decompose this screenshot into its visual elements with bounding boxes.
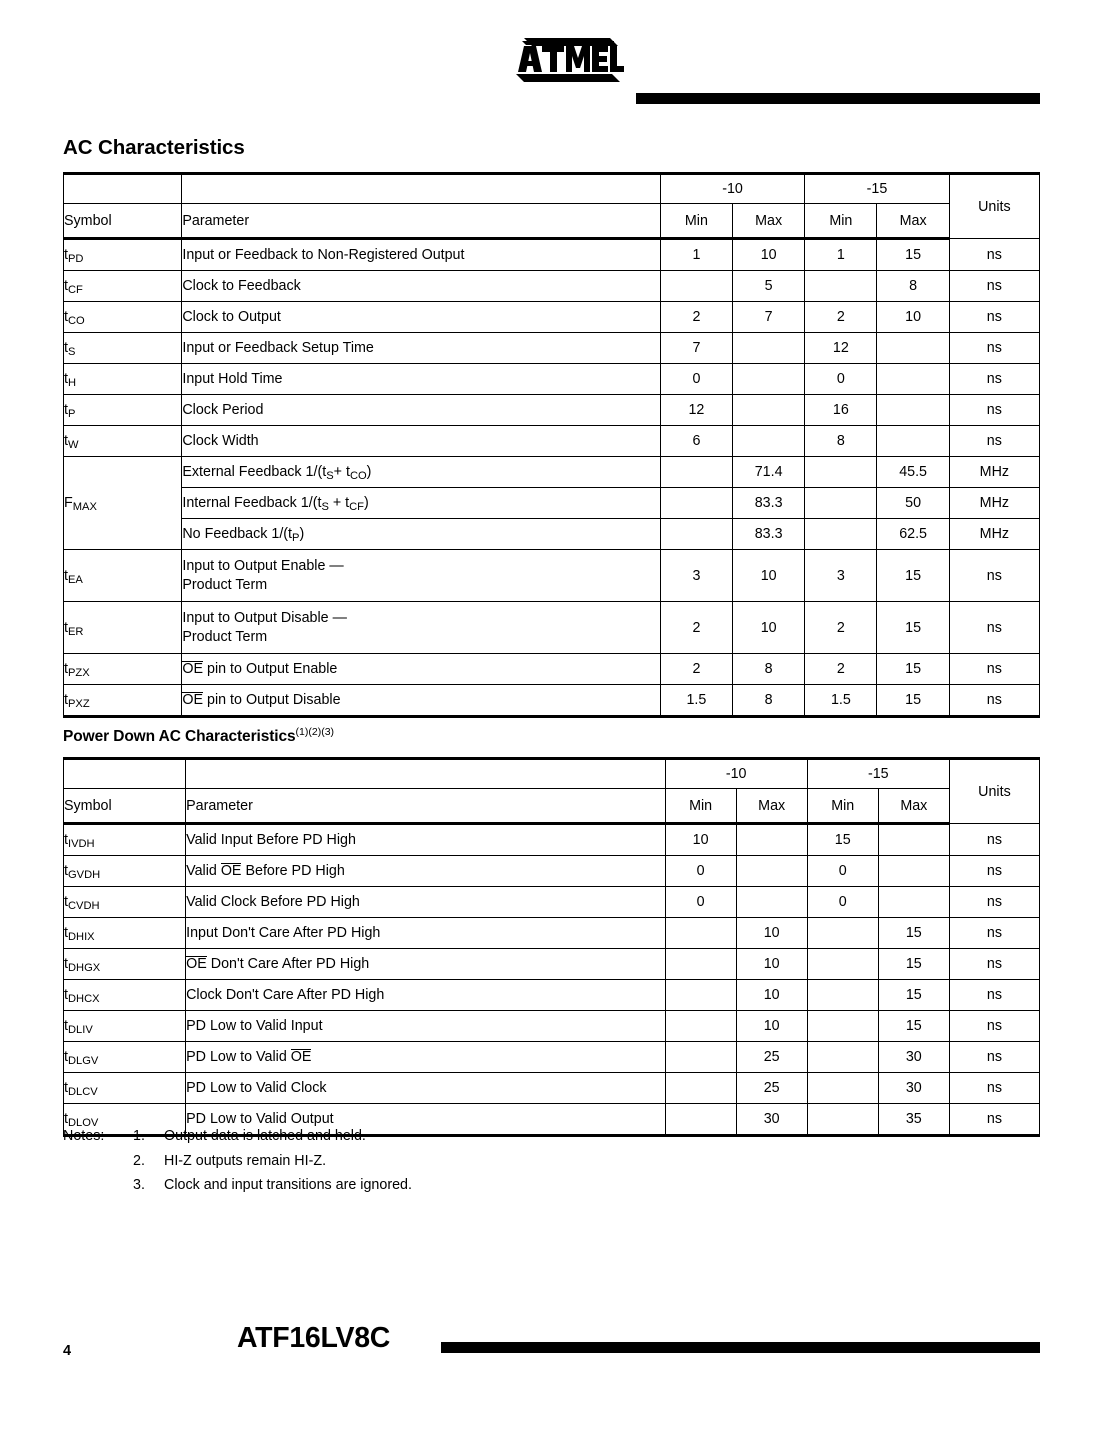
row-max15: 15 bbox=[877, 654, 949, 685]
row-max15: 45.5 bbox=[877, 457, 949, 488]
row-min15 bbox=[807, 949, 878, 980]
row-symbol: $t_{DLIV}$ bbox=[64, 1011, 186, 1042]
row-max15: 15 bbox=[877, 550, 949, 602]
row-symbol: $t_{DHGX}$ bbox=[64, 949, 186, 980]
row-symbol: $t_{DHIX}$ bbox=[64, 918, 186, 949]
row-parameter: Input to Output Enable — Product Term bbox=[182, 550, 660, 602]
row-max10: 71.4 bbox=[733, 457, 805, 488]
row-units: ns bbox=[949, 1104, 1039, 1136]
row-units: ns bbox=[949, 302, 1039, 333]
row-max15: 15 bbox=[877, 602, 949, 654]
row-units: ns bbox=[949, 685, 1039, 717]
row-parameter: PD Low to Valid OE bbox=[186, 1042, 665, 1073]
notes-row bbox=[63, 1149, 763, 1174]
row-max10: 25 bbox=[736, 1073, 807, 1104]
row-units: ns bbox=[949, 949, 1039, 980]
table-row bbox=[64, 1042, 1040, 1073]
row-min15 bbox=[805, 271, 877, 302]
row-symbol: $t_{ER}$ bbox=[64, 602, 182, 654]
row-units: ns bbox=[949, 426, 1039, 457]
row-units: ns bbox=[949, 887, 1039, 918]
note-text: Clock and input transitions are ignored. bbox=[164, 1177, 412, 1194]
row-min10: 12 bbox=[660, 395, 732, 426]
row-symbol: $t_{CF}$ bbox=[64, 271, 182, 302]
row-symbol: $t_{DLOV}$ bbox=[64, 1104, 186, 1136]
table-row bbox=[64, 949, 1040, 980]
row-parameter: Valid Clock Before PD High bbox=[186, 887, 665, 918]
pd-header-parameter: Parameter bbox=[186, 789, 665, 824]
table-row bbox=[64, 1011, 1040, 1042]
row-min15 bbox=[807, 1104, 878, 1136]
row-symbol-fmax: $F_{MAX}$ bbox=[64, 457, 182, 550]
row-parameter: PD Low to Valid Clock bbox=[186, 1073, 665, 1104]
row-min15: 12 bbox=[805, 333, 877, 364]
atmel-logo bbox=[506, 36, 624, 82]
pd-header-max-10: Max bbox=[736, 789, 807, 824]
row-parameter: No Feedback $1/(t_P)$ bbox=[182, 519, 660, 550]
row-min15 bbox=[805, 519, 877, 550]
header-units: Units bbox=[949, 174, 1039, 239]
row-max10 bbox=[733, 395, 805, 426]
oe-overline-label: OE bbox=[290, 1048, 312, 1065]
row-units: ns bbox=[949, 1073, 1039, 1104]
row-symbol: $t_{EA}$ bbox=[64, 550, 182, 602]
header-blank-symbol bbox=[64, 174, 182, 204]
row-max10: 8 bbox=[733, 685, 805, 717]
row-max15: 15 bbox=[877, 685, 949, 717]
ac-characteristics-table bbox=[63, 172, 1040, 718]
table-row bbox=[64, 1073, 1040, 1104]
pd-header-grade-15: -15 bbox=[807, 759, 949, 789]
row-parameter: Clock Width bbox=[182, 426, 660, 457]
table-row bbox=[64, 918, 1040, 949]
row-max15: 15 bbox=[877, 239, 949, 271]
row-symbol: $t_H$ bbox=[64, 364, 182, 395]
table-row bbox=[64, 824, 1040, 856]
row-max10 bbox=[733, 333, 805, 364]
row-symbol: $t_{CVDH}$ bbox=[64, 887, 186, 918]
row-max15: 30 bbox=[878, 1042, 949, 1073]
row-units: ns bbox=[949, 856, 1039, 887]
row-parameter: Input Don't Care After PD High bbox=[186, 918, 665, 949]
oe-overline-label: OE bbox=[220, 862, 242, 879]
row-max15 bbox=[877, 333, 949, 364]
note-text: Output data is latched and held. bbox=[164, 1128, 366, 1144]
table-row bbox=[64, 550, 1040, 602]
notes-row bbox=[63, 1173, 763, 1198]
header-rule bbox=[636, 93, 1040, 104]
row-max10: 5 bbox=[733, 271, 805, 302]
row-min15: 1.5 bbox=[805, 685, 877, 717]
row-min15: 0 bbox=[805, 364, 877, 395]
row-min15 bbox=[807, 1011, 878, 1042]
row-parameter: Clock Period bbox=[182, 395, 660, 426]
note-number: 3. bbox=[133, 1177, 145, 1194]
row-max15: 15 bbox=[878, 918, 949, 949]
row-max15 bbox=[877, 364, 949, 395]
row-symbol: $t_{PZX}$ bbox=[64, 654, 182, 685]
page-footer bbox=[0, 1322, 1105, 1372]
row-min15: 0 bbox=[807, 856, 878, 887]
row-units: ns bbox=[949, 602, 1039, 654]
table-row bbox=[64, 887, 1040, 918]
row-max10 bbox=[733, 364, 805, 395]
row-max10 bbox=[736, 856, 807, 887]
note-text: HI-Z outputs remain HI-Z. bbox=[164, 1152, 327, 1169]
power-down-table bbox=[63, 757, 1040, 1137]
row-max15: 8 bbox=[877, 271, 949, 302]
row-symbol: $t_{PD}$ bbox=[64, 239, 182, 271]
pd-header-min-10: Min bbox=[665, 789, 736, 824]
row-symbol: $t_{DLCV}$ bbox=[64, 1073, 186, 1104]
row-max15 bbox=[878, 856, 949, 887]
row-max10: 10 bbox=[736, 918, 807, 949]
row-min10: 0 bbox=[665, 856, 736, 887]
row-min10: 1.5 bbox=[660, 685, 732, 717]
pd-header-max-15: Max bbox=[878, 789, 949, 824]
row-units: ns bbox=[949, 1011, 1039, 1042]
header-min-10: Min bbox=[660, 204, 732, 239]
row-min15 bbox=[807, 1073, 878, 1104]
row-units: ns bbox=[949, 1042, 1039, 1073]
row-min10 bbox=[665, 980, 736, 1011]
page-number: 4 bbox=[63, 1343, 72, 1359]
row-max10: 7 bbox=[733, 302, 805, 333]
row-parameter: Input Hold Time bbox=[182, 364, 660, 395]
row-min15: 3 bbox=[805, 550, 877, 602]
row-max10 bbox=[733, 426, 805, 457]
ac-characteristics-heading: AC Characteristics bbox=[63, 136, 245, 159]
row-max10 bbox=[736, 887, 807, 918]
table-row bbox=[64, 685, 1040, 717]
row-min10: 0 bbox=[660, 364, 732, 395]
row-min10: 10 bbox=[665, 824, 736, 856]
power-down-heading-superscript: (1)(2)(3) bbox=[295, 726, 335, 738]
row-parameter: Clock to Feedback bbox=[182, 271, 660, 302]
row-units: MHz bbox=[949, 457, 1039, 488]
row-min10: 1 bbox=[660, 239, 732, 271]
row-min10 bbox=[665, 1073, 736, 1104]
row-max10 bbox=[736, 824, 807, 856]
pd-header-blank-symbol bbox=[64, 759, 186, 789]
row-max15: 15 bbox=[878, 1011, 949, 1042]
row-symbol: $t_{GVDH}$ bbox=[64, 856, 186, 887]
header-min-15: Min bbox=[805, 204, 877, 239]
row-parameter: PD Low to Valid Output bbox=[186, 1104, 665, 1136]
row-max15 bbox=[877, 395, 949, 426]
row-units: ns bbox=[949, 333, 1039, 364]
row-max10: 8 bbox=[733, 654, 805, 685]
row-max10: 25 bbox=[736, 1042, 807, 1073]
row-min15: 2 bbox=[805, 654, 877, 685]
row-min10 bbox=[665, 1011, 736, 1042]
table-row bbox=[64, 488, 1040, 519]
oe-overline-label: OE bbox=[182, 691, 204, 708]
pd-header-units: Units bbox=[949, 759, 1039, 824]
oe-overline-label: OE bbox=[186, 955, 207, 972]
row-symbol: $t_P$ bbox=[64, 395, 182, 426]
row-parameter: Clock to Output bbox=[182, 302, 660, 333]
row-max10: 10 bbox=[736, 1011, 807, 1042]
row-min15 bbox=[807, 1042, 878, 1073]
row-min15: 16 bbox=[805, 395, 877, 426]
row-parameter: Clock Don't Care After PD High bbox=[186, 980, 665, 1011]
row-units: ns bbox=[949, 239, 1039, 271]
row-max15: 15 bbox=[878, 949, 949, 980]
oe-overline-label: OE bbox=[182, 660, 204, 677]
row-parameter: Input or Feedback Setup Time bbox=[182, 333, 660, 364]
row-units: ns bbox=[949, 824, 1039, 856]
notes-label: Notes: bbox=[63, 1128, 105, 1144]
row-units: ns bbox=[949, 271, 1039, 302]
table-row bbox=[64, 519, 1040, 550]
table-row bbox=[64, 302, 1040, 333]
row-parameter: Valid Input Before PD High bbox=[186, 824, 665, 856]
row-min10 bbox=[660, 271, 732, 302]
row-min10: 6 bbox=[660, 426, 732, 457]
pd-header-grade-10: -10 bbox=[665, 759, 807, 789]
row-max10: 10 bbox=[736, 980, 807, 1011]
row-units: ns bbox=[949, 550, 1039, 602]
table-row bbox=[64, 239, 1040, 271]
row-max15 bbox=[877, 426, 949, 457]
row-max15: 15 bbox=[878, 980, 949, 1011]
table-row bbox=[64, 602, 1040, 654]
page-header bbox=[0, 36, 1105, 98]
row-units: ns bbox=[949, 654, 1039, 685]
row-max15: 62.5 bbox=[877, 519, 949, 550]
row-units: MHz bbox=[949, 488, 1039, 519]
table-row bbox=[64, 856, 1040, 887]
row-units: MHz bbox=[949, 519, 1039, 550]
row-symbol: $t_{PXZ}$ bbox=[64, 685, 182, 717]
row-max10: 10 bbox=[736, 949, 807, 980]
note-number: 1. bbox=[133, 1128, 145, 1144]
table-row bbox=[64, 426, 1040, 457]
row-min15 bbox=[807, 918, 878, 949]
row-units: ns bbox=[949, 364, 1039, 395]
row-parameter: PD Low to Valid Input bbox=[186, 1011, 665, 1042]
table-row bbox=[64, 364, 1040, 395]
row-min15: 15 bbox=[807, 824, 878, 856]
row-min10: 2 bbox=[660, 602, 732, 654]
row-max10: 30 bbox=[736, 1104, 807, 1136]
part-number: ATF16LV8C bbox=[237, 1322, 391, 1354]
row-min10 bbox=[665, 949, 736, 980]
row-min15 bbox=[805, 488, 877, 519]
row-max10: 10 bbox=[733, 550, 805, 602]
row-min15: 0 bbox=[807, 887, 878, 918]
row-parameter: OE pin to Output Disable bbox=[182, 685, 660, 717]
row-units: ns bbox=[949, 980, 1039, 1011]
row-min15 bbox=[807, 980, 878, 1011]
row-min10 bbox=[665, 1042, 736, 1073]
row-max15: 10 bbox=[877, 302, 949, 333]
row-max10: 83.3 bbox=[733, 488, 805, 519]
note-number: 2. bbox=[133, 1152, 145, 1169]
header-blank-parameter bbox=[182, 174, 660, 204]
row-max15: 30 bbox=[878, 1073, 949, 1104]
row-units: ns bbox=[949, 395, 1039, 426]
row-max15 bbox=[878, 824, 949, 856]
row-symbol: $t_{DLGV}$ bbox=[64, 1042, 186, 1073]
power-down-heading-text: Power Down AC Characteristics bbox=[63, 728, 296, 746]
row-min10: 2 bbox=[660, 654, 732, 685]
pd-header-symbol: Symbol bbox=[64, 789, 186, 824]
row-max15: 50 bbox=[877, 488, 949, 519]
row-min15: 2 bbox=[805, 602, 877, 654]
row-min10: 3 bbox=[660, 550, 732, 602]
table-row bbox=[64, 395, 1040, 426]
notes-row bbox=[63, 1124, 763, 1149]
header-parameter: Parameter bbox=[182, 204, 660, 239]
row-min10: 0 bbox=[665, 887, 736, 918]
table-row bbox=[64, 333, 1040, 364]
row-parameter: Input or Feedback to Non-Registered Output bbox=[182, 239, 660, 271]
row-min10 bbox=[660, 488, 732, 519]
row-symbol: $t_S$ bbox=[64, 333, 182, 364]
row-min15: 1 bbox=[805, 239, 877, 271]
row-min10 bbox=[665, 918, 736, 949]
row-max15: 35 bbox=[878, 1104, 949, 1136]
header-grade-10: -10 bbox=[660, 174, 804, 204]
header-symbol: Symbol bbox=[64, 204, 182, 239]
row-min10: 2 bbox=[660, 302, 732, 333]
header-max-10: Max bbox=[733, 204, 805, 239]
header-grade-15: -15 bbox=[805, 174, 949, 204]
table-row bbox=[64, 271, 1040, 302]
power-down-heading bbox=[63, 726, 334, 746]
row-max15 bbox=[878, 887, 949, 918]
row-symbol: $t_{IVDH}$ bbox=[64, 824, 186, 856]
row-parameter: Input to Output Disable — Product Term bbox=[182, 602, 660, 654]
footer-rule bbox=[441, 1342, 1040, 1353]
pd-header-blank-parameter bbox=[186, 759, 665, 789]
row-parameter: Internal Feedback $1/(t_S + t_{CF})$ bbox=[182, 488, 660, 519]
row-min15 bbox=[805, 457, 877, 488]
row-parameter: External Feedback $1/(t_S+ t_{CO})$ bbox=[182, 457, 660, 488]
row-max10: 10 bbox=[733, 239, 805, 271]
table-row bbox=[64, 980, 1040, 1011]
row-min15: 2 bbox=[805, 302, 877, 333]
header-max-15: Max bbox=[877, 204, 949, 239]
row-max10: 83.3 bbox=[733, 519, 805, 550]
row-max10: 10 bbox=[733, 602, 805, 654]
row-min15: 8 bbox=[805, 426, 877, 457]
row-min10 bbox=[660, 457, 732, 488]
notes-block bbox=[63, 1124, 763, 1198]
row-units: ns bbox=[949, 918, 1039, 949]
row-symbol: $t_{CO}$ bbox=[64, 302, 182, 333]
row-symbol: $t_W$ bbox=[64, 426, 182, 457]
row-parameter: OE pin to Output Enable bbox=[182, 654, 660, 685]
row-parameter: Valid OE Before PD High bbox=[186, 856, 665, 887]
row-min10: 7 bbox=[660, 333, 732, 364]
row-min10 bbox=[660, 519, 732, 550]
row-parameter: OE Don't Care After PD High bbox=[186, 949, 665, 980]
pd-header-min-15: Min bbox=[807, 789, 878, 824]
row-symbol: $t_{DHCX}$ bbox=[64, 980, 186, 1011]
table-row bbox=[64, 457, 1040, 488]
table-row bbox=[64, 654, 1040, 685]
